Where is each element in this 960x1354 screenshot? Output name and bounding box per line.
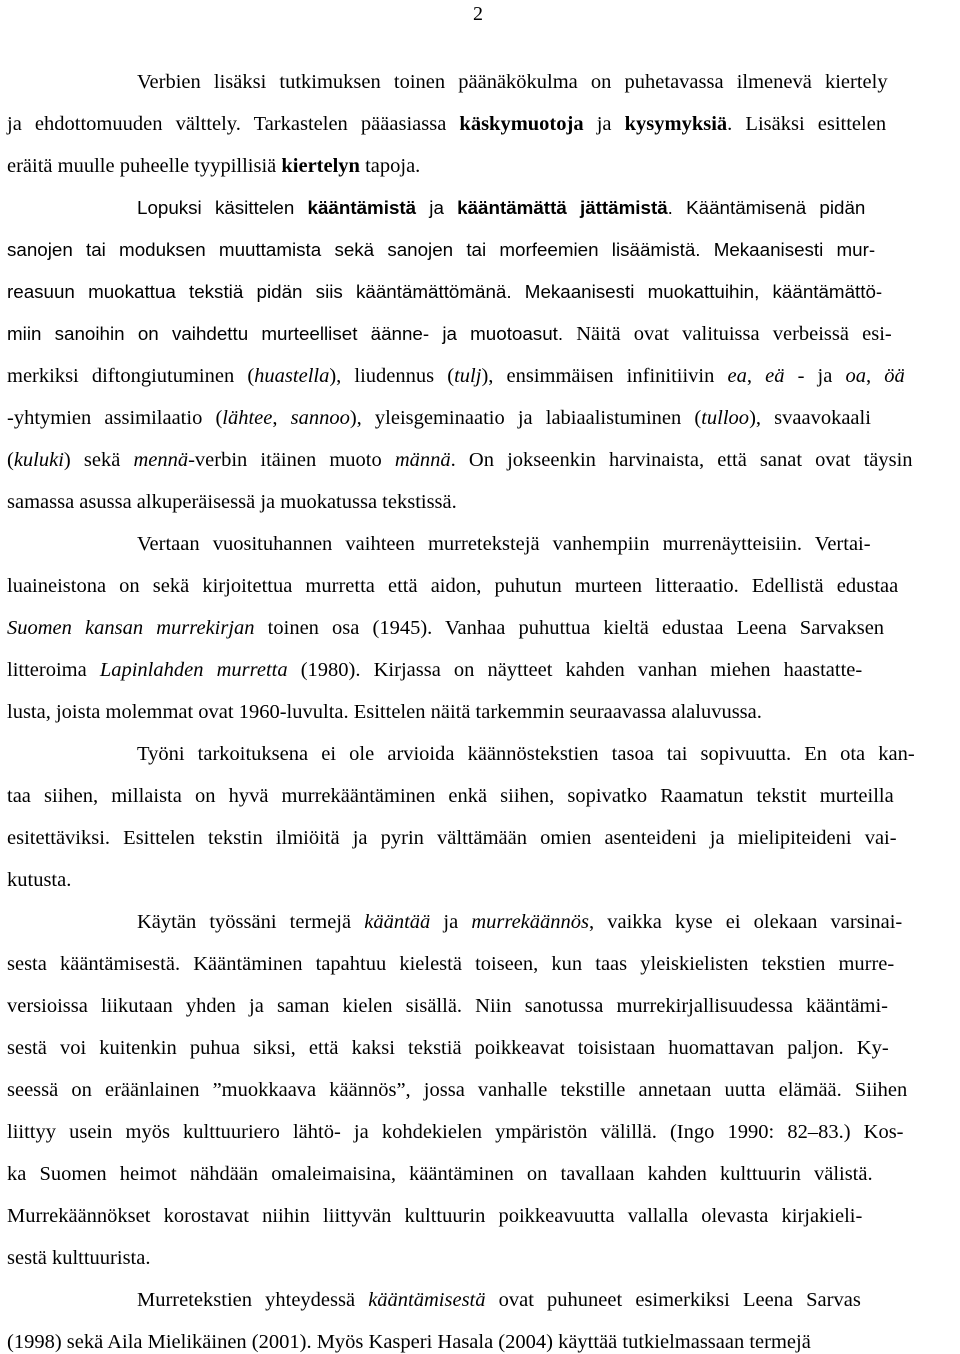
- text-run: tapoja.: [359, 155, 421, 177]
- italic-term: Suomen kansan murrekirjan: [7, 617, 255, 639]
- text-run: sanojen tai moduksen muuttamista sekä sanojen tai morfeemien lisäämistä. Mekaanisesti mur-: [7, 239, 876, 260]
- text-line: [7, 1330, 811, 1354]
- text-run: taa siihen, millaista on hyvä murrekääntäminen enkä siihen, sopivatko Raamatun tekstit murteilla: [7, 785, 894, 807]
- text-run: versioissa liikutaan yhden ja saman kielen sisällä. Niin sanotussa murrekirjallisuudessa kääntämi-: [7, 995, 889, 1017]
- text-line: [7, 616, 884, 640]
- text-run: ), yleisgeminaatio ja labiaalistuminen (: [349, 407, 702, 429]
- text-line: [7, 994, 888, 1018]
- text-run: esitettäviksi. Esittelen tekstin ilmiöitä ja pyrin välttämään omien asenteideni ja mielipiteideni vai-: [7, 827, 897, 849]
- text-run: ), svaavokaali: [749, 407, 871, 429]
- text-run: merkiksi diftongiutuminen (: [7, 365, 255, 387]
- text-line: [7, 448, 913, 472]
- text-line: [7, 658, 862, 682]
- text-line: [137, 910, 902, 934]
- text-line: [7, 784, 894, 808]
- italic-term: murrekäännös: [471, 911, 590, 933]
- text-run: toinen osa (1945). Vanhaa puhuttua kieltä edustaa Leena Sarvaksen: [254, 617, 885, 639]
- text-line: [7, 1246, 150, 1270]
- text-run: - ja: [784, 365, 846, 387]
- text-run: kutusta.: [7, 869, 72, 891]
- text-run: ka Suomen heimot nähdään omaleimaisina, kääntäminen on tavallaan kahden kulttuurin välistä.: [7, 1163, 873, 1185]
- text-run: (: [7, 449, 14, 471]
- italic-term: männä: [394, 449, 451, 471]
- text-line: [7, 406, 871, 430]
- text-run: ), liudennus (: [329, 365, 455, 387]
- text-run: ja: [430, 911, 472, 933]
- text-run: sestä voi kuitenkin puhua siksi, että kaksi tekstiä poikkeavat toisistaan huomattavan paljon. Ky-: [7, 1037, 889, 1059]
- text-line: [7, 1120, 904, 1144]
- text-line: [7, 1036, 889, 1060]
- text-run: Verbien lisäksi tutkimuksen toinen päänäkökulma on puhetavassa ilmenevä kiertely: [137, 71, 888, 93]
- text-run: . Lisäksi esittelen: [727, 113, 887, 135]
- italic-term: oa: [845, 365, 866, 387]
- italic-term: mennä: [133, 449, 189, 471]
- text-run: ja: [583, 113, 625, 135]
- italic-term: tulloo: [701, 407, 750, 429]
- bold-term: kiertelyn: [281, 155, 360, 177]
- text-run: seessä on eräänlainen ”muokkaava käännös”, jossa vanhalle tekstille annetaan uutta elämää. Siihen: [7, 1079, 908, 1101]
- text-run: Murrekäännökset korostavat niihin liittyvän kulttuurin poikkeavuutta vallalla olevasta kirjakieli-: [7, 1205, 863, 1227]
- text-line: [7, 154, 420, 178]
- bold-term: käskymuotoja: [459, 113, 584, 135]
- bold-term: kääntämättä jättämistä: [457, 197, 668, 218]
- text-run: lusta, joista molemmat ovat 1960-luvulta. Esittelen näitä tarkemmin seuraavassa alaluvussa.: [7, 701, 762, 723]
- italic-term: eä: [765, 365, 785, 387]
- text-run: ,: [865, 365, 885, 387]
- italic-term: kääntää: [364, 911, 431, 933]
- text-line: [7, 826, 897, 850]
- text-run: sestä kulttuurista.: [7, 1247, 151, 1269]
- text-run: ), ensimmäisen infinitiivin: [481, 365, 728, 387]
- text-line: [137, 1288, 861, 1312]
- text-run: . On jokseenkin harvinaista, että sanat ovat täysin: [450, 449, 913, 471]
- text-run: , vaikka kyse ei olekaan varsinai-: [589, 911, 903, 933]
- bold-term: kääntämistä: [307, 197, 417, 218]
- text-line: [137, 742, 915, 766]
- italic-term: tulj: [454, 365, 482, 387]
- text-run: ja ehdottomuuden välttely. Tarkastelen pääasiassa: [7, 113, 460, 135]
- text-line: [137, 532, 871, 556]
- text-run: ,: [272, 407, 291, 429]
- text-line: [7, 868, 71, 892]
- italic-term: kääntämisestä: [368, 1289, 486, 1311]
- text-line: [7, 1204, 862, 1228]
- text-run: Käytän työssäni termejä: [137, 911, 365, 933]
- text-run: Vertaan vuosituhannen vaihteen murretekstejä vanhempiin murrenäytteisiin. Vertai-: [137, 533, 871, 555]
- text-line: [137, 196, 865, 220]
- text-run: -yhtymien assimilaatio (: [7, 407, 223, 429]
- text-line: [7, 364, 905, 388]
- text-line: [7, 1162, 873, 1186]
- italic-term: lähtee: [222, 407, 273, 429]
- text-run: Näitä ovat valituissa verbeissä esi-: [563, 323, 892, 345]
- text-line: [7, 574, 898, 598]
- text-line: [7, 700, 762, 724]
- italic-term: huastella: [254, 365, 330, 387]
- text-line: [7, 490, 457, 514]
- text-line: [7, 1078, 907, 1102]
- italic-term: öä: [884, 365, 905, 387]
- text-run: ja: [416, 197, 458, 218]
- text-line: [137, 70, 888, 94]
- text-run: samassa asussa alkuperäisessä ja muokatussa tekstissä.: [7, 491, 457, 513]
- text-run: Murretekstien yhteydessä: [137, 1289, 369, 1311]
- text-run: (1998) sekä Aila Mielikäinen (2001). Myös Kasperi Hasala (2004) käyttää tutkielmassaan termejä: [7, 1331, 811, 1353]
- text-run: luaineistona on sekä kirjoitettua murretta että aidon, puhutun murteen litteraatio. Edellistä edustaa: [7, 575, 899, 597]
- page-number: 2: [473, 3, 483, 25]
- text-run: litteroima: [7, 659, 100, 681]
- text-run: -verbin itäinen muoto: [188, 449, 395, 471]
- text-run: reasuun muokattua tekstiä pidän siis kääntämättömänä. Mekaanisesti muokattuihin, kääntämättö-: [7, 281, 883, 302]
- text-line: [7, 322, 892, 346]
- italic-term: Lapinlahden murretta: [99, 659, 288, 681]
- text-line: [7, 952, 894, 976]
- text-line: [7, 112, 886, 136]
- text-run: liittyy usein myös kulttuuriero lähtö- ja kohdekielen ympäristön välillä. (Ingo 1990: 82–83.) Kos-: [7, 1121, 904, 1143]
- text-run: miin sanoihin on vaihdettu murteelliset äänne- ja muotoasut.: [7, 323, 564, 344]
- text-run: ) sekä: [63, 449, 134, 471]
- text-run: . Kääntämisenä pidän: [667, 197, 866, 218]
- text-line: [7, 280, 882, 304]
- text-run: ,: [746, 365, 766, 387]
- bold-term: kysymyksiä: [624, 113, 728, 135]
- italic-term: sannoo: [290, 407, 350, 429]
- italic-term: ea: [727, 365, 747, 387]
- text-run: (1980). Kirjassa on näytteet kahden vanhan miehen haastatte-: [287, 659, 863, 681]
- text-run: Työni tarkoituksena ei ole arvioida käännöstekstien tasoa tai sopivuutta. En ota kan-: [137, 743, 915, 765]
- italic-term: kuluki: [13, 449, 64, 471]
- text-run: ovat puhuneet esimerkiksi Leena Sarvas: [485, 1289, 861, 1311]
- text-run: eräitä muulle puheelle tyypillisiä: [7, 155, 282, 177]
- text-run: Lopuksi käsittelen: [137, 197, 308, 218]
- text-run: sesta kääntämisestä. Kääntäminen tapahtuu kielestä toiseen, kun taas yleiskielisten tekstien murre-: [7, 953, 895, 975]
- text-line: [7, 238, 875, 262]
